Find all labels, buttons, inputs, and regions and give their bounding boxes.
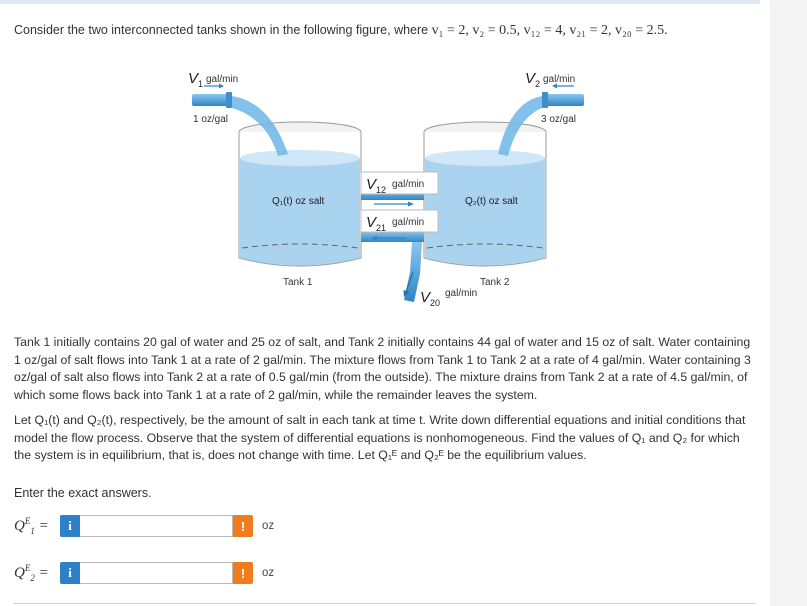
tank-2-name: Tank 2 bbox=[480, 277, 510, 288]
answer-label-q1: $Q^E_1$ = bbox=[14, 516, 49, 536]
inflow-1-concentration: 1 oz/gal bbox=[193, 114, 229, 125]
info-icon[interactable]: i bbox=[60, 562, 80, 584]
pipe-21-rate: gal/min bbox=[392, 217, 425, 228]
answer-row-q1 bbox=[14, 514, 274, 538]
warning-icon: ! bbox=[233, 562, 253, 584]
tanks-figure bbox=[180, 62, 600, 312]
svg-text:2: 2 bbox=[535, 79, 541, 89]
tank-1 bbox=[239, 122, 361, 266]
tank-1-content: Q₁(t) oz salt bbox=[272, 196, 325, 207]
svg-text:21: 21 bbox=[376, 223, 387, 233]
answer-label-q2: $Q^E_2$ = bbox=[14, 563, 49, 583]
problem-intro: Consider the two interconnected tanks shown in the following figure, where v₁ = 2, v₂ = 0.5, v₁₂ = 4, v₂₁ = 2, v₂₀ = 2.5. bbox=[14, 23, 668, 38]
svg-text:12: 12 bbox=[376, 185, 387, 195]
warning-icon: ! bbox=[233, 515, 253, 537]
svg-text:V: V bbox=[366, 214, 377, 231]
inflow-2-rate: gal/min bbox=[543, 74, 576, 85]
svg-text:1: 1 bbox=[198, 79, 204, 89]
pipe-12-rate: gal/min bbox=[392, 179, 425, 190]
right-gutter bbox=[770, 0, 807, 606]
given-values: v₁ = 2, v₂ = 0.5, v₁₂ = 4, v₂₁ = 2, v₂₀ = 2.5. bbox=[431, 23, 668, 38]
answer-input-q2[interactable] bbox=[80, 562, 233, 584]
tank-2 bbox=[424, 122, 546, 266]
info-icon[interactable]: i bbox=[60, 515, 80, 537]
svg-text:20: 20 bbox=[430, 298, 441, 308]
problem-paragraph-2: Let Q₁(t) and Q₂(t), respectively, be the amount of salt in each tank at time t. Write down differential equations and initial conditions that model the flow process. Observe that the system of differential equations is nonhomogeneous. Find the values of Q₁ and Q₂ for which the system is in equilibrium, that is, does not change with time. Let Q₁ᴱ and Q₂ᴱ be the equilibrium values. bbox=[14, 413, 746, 462]
top-border bbox=[0, 0, 760, 4]
svg-text:V: V bbox=[525, 70, 536, 87]
tank-2-content: Q₂(t) oz salt bbox=[465, 196, 518, 207]
divider bbox=[14, 603, 756, 604]
answer-row-q2 bbox=[14, 561, 274, 585]
inflow-2-concentration: 3 oz/gal bbox=[541, 114, 577, 125]
drain-rate: gal/min bbox=[445, 288, 478, 299]
tank-1-name: Tank 1 bbox=[283, 277, 313, 288]
unit-label: oz bbox=[262, 520, 275, 532]
svg-text:V: V bbox=[420, 289, 431, 306]
answer-input-q1[interactable] bbox=[80, 515, 233, 537]
svg-text:V: V bbox=[366, 176, 377, 193]
enter-prompt: Enter the exact answers. bbox=[14, 486, 152, 500]
pipe-21 bbox=[361, 231, 424, 242]
problem-paragraph-1: Tank 1 initially contains 20 gal of water and 25 oz of salt, and Tank 2 initially contains 44 gal of water and 15 oz of salt. Water containing 1 oz/gal of salt flows into Tank 1 at a rate of 2 gal/min. The mixture flows from Tank 1 to Tank 2 at a rate of 4 gal/min. Water containing 3 oz/gal of salt also flows into Tank 2 at a rate of 0.5 gal/min (from the outside). The mixture drains from Tank 2 at a rate of 4.5 gal/min, of which some flows back into Tank 1 at a rate of 2 gal/min, while the remainder leaves the system. bbox=[14, 335, 751, 402]
unit-label: oz bbox=[262, 567, 275, 579]
svg-text:V: V bbox=[188, 70, 199, 87]
inflow-1-rate: gal/min bbox=[206, 74, 239, 85]
